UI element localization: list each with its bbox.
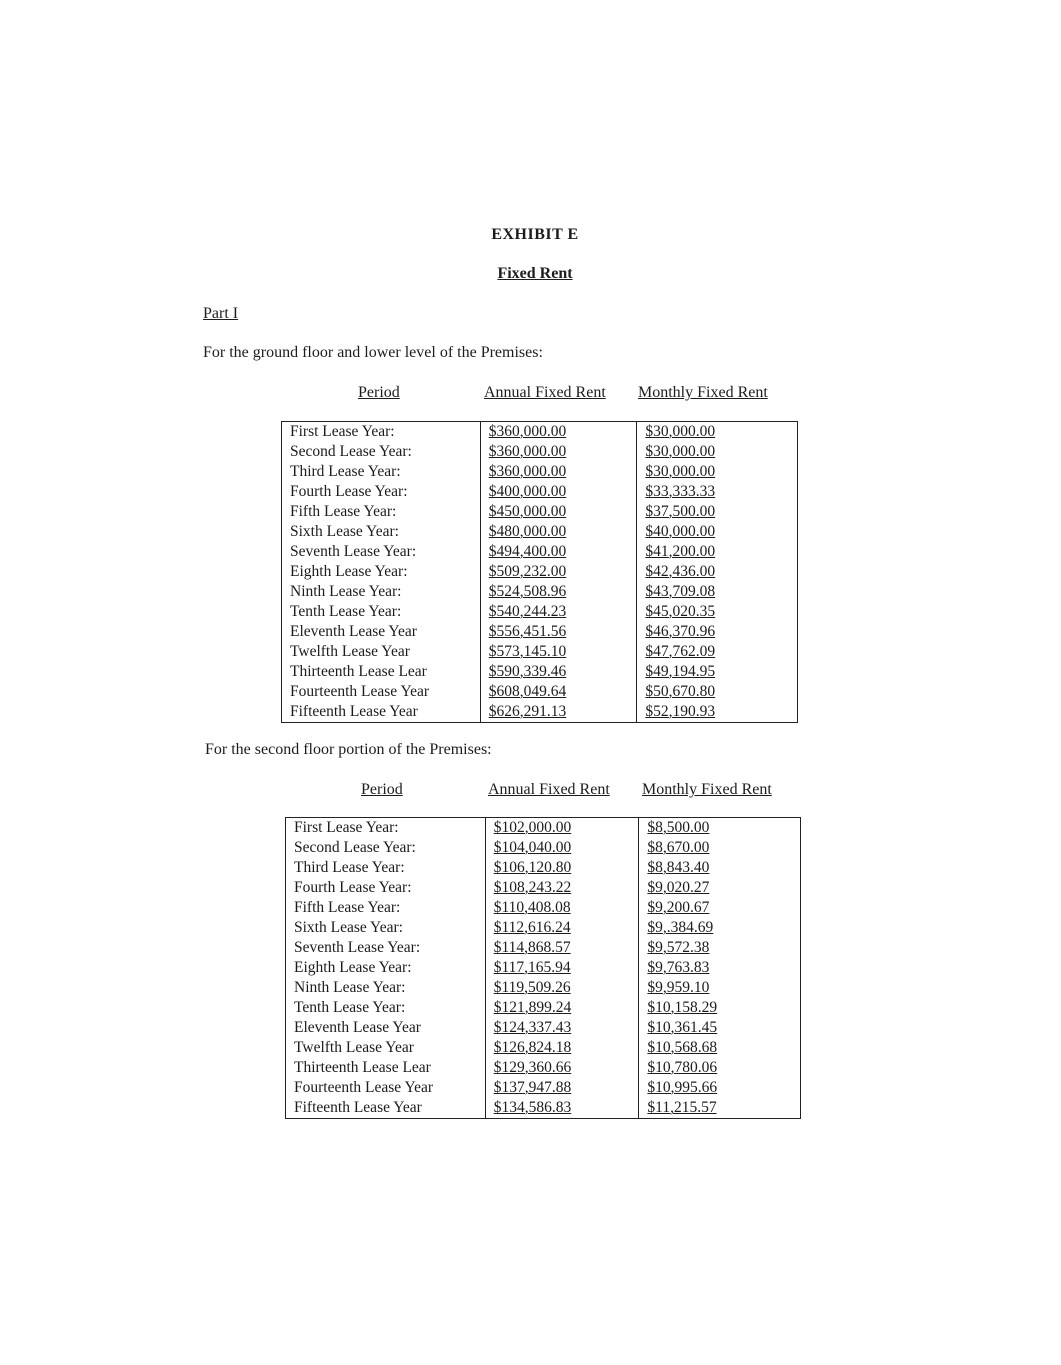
period-cell: Fourth Lease Year: <box>286 878 486 898</box>
monthly-rent-cell: $9,020.27 <box>647 879 710 896</box>
monthly-rent-cell: $43,709.08 <box>645 583 716 600</box>
section1-intro: For the ground floor and lower level of the Premises: <box>203 344 543 361</box>
annual-rent-cell: $121,899.24 <box>485 998 639 1018</box>
section2-intro: For the second floor portion of the Premises: <box>205 741 492 758</box>
period-cell: Third Lease Year: <box>286 858 486 878</box>
period-cell: Fourteenth Lease Year <box>286 1078 486 1098</box>
monthly-rent-cell: $52,190.93 <box>645 703 716 720</box>
annual-rent-cell: $110,408.08 <box>485 898 639 918</box>
period-cell: Thirteenth Lease Lear <box>282 662 481 682</box>
period-cell: Tenth Lease Year: <box>286 998 486 1018</box>
period-cell: Tenth Lease Year: <box>282 602 481 622</box>
annual-rent-cell: $524,508.96 <box>480 582 637 602</box>
section1-table-row <box>282 582 798 602</box>
monthly-rent-cell: $9,959.10 <box>647 979 710 996</box>
annual-rent-cell: $104,040.00 <box>485 838 639 858</box>
section1-table-row <box>282 422 798 443</box>
section2-table-row <box>286 858 801 878</box>
section2-table-row <box>286 958 801 978</box>
monthly-rent-cell: $9,200.67 <box>647 899 710 916</box>
monthly-rent-cell: $10,780.06 <box>647 1059 718 1076</box>
period-cell: Fifteenth Lease Year <box>282 702 481 723</box>
part-label: Part I <box>203 305 239 322</box>
annual-rent-cell: $137,947.88 <box>485 1078 639 1098</box>
section2-header-annual: Annual Fixed Rent <box>488 781 610 798</box>
annual-rent-cell: $117,165.94 <box>485 958 639 978</box>
section1-table-row <box>282 542 798 562</box>
section2-table-row <box>286 998 801 1018</box>
period-cell: Second Lease Year: <box>286 838 486 858</box>
period-cell: Eighth Lease Year: <box>286 958 486 978</box>
section2-header-period: Period <box>361 781 403 798</box>
annual-rent-cell: $556,451.56 <box>480 622 637 642</box>
period-cell: Eleventh Lease Year <box>286 1018 486 1038</box>
period-cell: First Lease Year: <box>286 818 486 839</box>
annual-rent-cell: $573,145.10 <box>480 642 637 662</box>
annual-rent-cell: $119,509.26 <box>485 978 639 998</box>
section1-table-row <box>282 562 798 582</box>
monthly-rent-cell: $33,333.33 <box>645 483 716 500</box>
monthly-rent-cell: $9,763.83 <box>647 959 710 976</box>
section2-table-row <box>286 1038 801 1058</box>
monthly-rent-cell: $42,436.00 <box>645 563 716 580</box>
annual-rent-cell: $590,339.46 <box>480 662 637 682</box>
monthly-rent-cell: $40,000.00 <box>645 523 716 540</box>
period-cell: Fourth Lease Year: <box>282 482 481 502</box>
annual-rent-cell: $360,000.00 <box>480 422 637 443</box>
period-cell: Eleventh Lease Year <box>282 622 481 642</box>
annual-rent-cell: $626,291.13 <box>480 702 637 723</box>
section1-table-row <box>282 622 798 642</box>
section1-rent-table <box>281 421 798 723</box>
period-cell: Fourteenth Lease Year <box>282 682 481 702</box>
period-cell: Ninth Lease Year: <box>286 978 486 998</box>
period-cell: Eighth Lease Year: <box>282 562 481 582</box>
monthly-rent-cell: $30,000.00 <box>645 423 716 440</box>
monthly-rent-cell: $10,995.66 <box>647 1079 718 1096</box>
annual-rent-cell: $360,000.00 <box>480 442 637 462</box>
period-cell: Sixth Lease Year: <box>282 522 481 542</box>
period-cell: Fifteenth Lease Year <box>286 1098 486 1119</box>
section1-table-row <box>282 522 798 542</box>
section1-table-row <box>282 442 798 462</box>
annual-rent-cell: $112,616.24 <box>485 918 639 938</box>
section1-table-row <box>282 702 798 723</box>
monthly-rent-cell: $47,762.09 <box>645 643 716 660</box>
annual-rent-cell: $129,360.66 <box>485 1058 639 1078</box>
section2-header-monthly: Monthly Fixed Rent <box>642 781 772 798</box>
annual-rent-cell: $608,049.64 <box>480 682 637 702</box>
section1-table-row <box>282 682 798 702</box>
period-cell: Third Lease Year: <box>282 462 481 482</box>
monthly-rent-cell: $37,500.00 <box>645 503 716 520</box>
monthly-rent-cell: $9,572.38 <box>647 939 710 956</box>
section2-table-row <box>286 918 801 938</box>
period-cell: Twelfth Lease Year <box>282 642 481 662</box>
section2-table-row <box>286 818 801 839</box>
section2-table-row <box>286 1058 801 1078</box>
section1-header-monthly: Monthly Fixed Rent <box>638 384 768 401</box>
annual-rent-cell: $540,244.23 <box>480 602 637 622</box>
period-cell: Second Lease Year: <box>282 442 481 462</box>
monthly-rent-cell: $30,000.00 <box>645 443 716 460</box>
monthly-rent-cell: $49,194.95 <box>645 663 716 680</box>
period-cell: Sixth Lease Year: <box>286 918 486 938</box>
annual-rent-cell: $102,000.00 <box>485 818 639 839</box>
section2-table-row <box>286 838 801 858</box>
monthly-rent-cell: $46,370.96 <box>645 623 716 640</box>
monthly-rent-cell: $10,158.29 <box>647 999 718 1016</box>
section2-table-row <box>286 1018 801 1038</box>
section2-table-row <box>286 878 801 898</box>
section1-table-row <box>282 602 798 622</box>
section2-table-row <box>286 978 801 998</box>
annual-rent-cell: $480,000.00 <box>480 522 637 542</box>
period-cell: Twelfth Lease Year <box>286 1038 486 1058</box>
annual-rent-cell: $108,243.22 <box>485 878 639 898</box>
annual-rent-cell: $124,337.43 <box>485 1018 639 1038</box>
period-cell: Ninth Lease Year: <box>282 582 481 602</box>
exhibit-title: EXHIBIT E <box>491 226 579 243</box>
section2-table-row <box>286 1098 801 1119</box>
monthly-rent-cell: $30,000.00 <box>645 463 716 480</box>
period-cell: First Lease Year: <box>282 422 481 443</box>
annual-rent-cell: $494,400.00 <box>480 542 637 562</box>
annual-rent-cell: $134,586.83 <box>485 1098 639 1119</box>
section1-table-row <box>282 662 798 682</box>
monthly-rent-cell: $8,500.00 <box>647 819 710 836</box>
annual-rent-cell: $400,000.00 <box>480 482 637 502</box>
monthly-rent-cell: $10,361.45 <box>647 1019 718 1036</box>
section1-table-row <box>282 482 798 502</box>
monthly-rent-cell: $10,568.68 <box>647 1039 718 1056</box>
section2-table-row <box>286 1078 801 1098</box>
monthly-rent-cell: $41,200.00 <box>645 543 716 560</box>
period-cell: Fifth Lease Year: <box>282 502 481 522</box>
monthly-rent-cell: $8,670.00 <box>647 839 710 856</box>
section1-header-annual: Annual Fixed Rent <box>484 384 606 401</box>
period-cell: Seventh Lease Year: <box>286 938 486 958</box>
section2-table-row <box>286 898 801 918</box>
annual-rent-cell: $360,000.00 <box>480 462 637 482</box>
period-cell: Fifth Lease Year: <box>286 898 486 918</box>
section2-table-row <box>286 938 801 958</box>
annual-rent-cell: $106,120.80 <box>485 858 639 878</box>
monthly-rent-cell: $11,215.57 <box>647 1099 717 1116</box>
period-cell: Thirteenth Lease Lear <box>286 1058 486 1078</box>
monthly-rent-cell: $50,670.80 <box>645 683 716 700</box>
monthly-rent-cell: $45,020.35 <box>645 603 716 620</box>
period-cell: Seventh Lease Year: <box>282 542 481 562</box>
section1-table-row <box>282 502 798 522</box>
annual-rent-cell: $450,000.00 <box>480 502 637 522</box>
annual-rent-cell: $126,824.18 <box>485 1038 639 1058</box>
annual-rent-cell: $509,232.00 <box>480 562 637 582</box>
monthly-rent-cell: $9,.384.69 <box>647 919 714 936</box>
section2-rent-table <box>285 817 801 1119</box>
section1-table-row <box>282 642 798 662</box>
annual-rent-cell: $114,868.57 <box>485 938 639 958</box>
section1-header-period: Period <box>358 384 400 401</box>
section1-table-row <box>282 462 798 482</box>
monthly-rent-cell: $8,843.40 <box>647 859 710 876</box>
page-subtitle: Fixed Rent <box>497 265 573 282</box>
